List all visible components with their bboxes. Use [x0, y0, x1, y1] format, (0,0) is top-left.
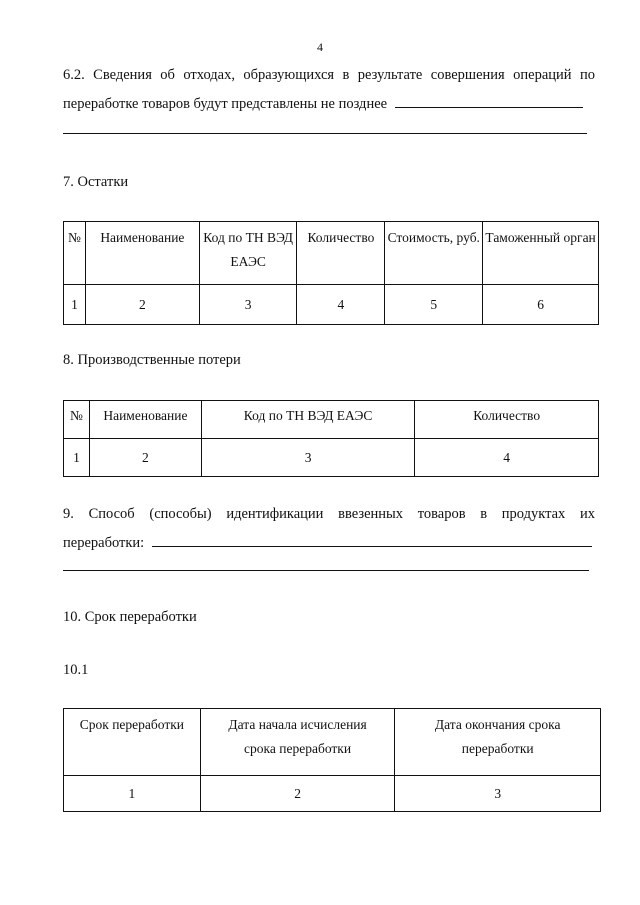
period-index-row: [64, 776, 601, 812]
table-cell: 2: [85, 285, 199, 325]
residues-col-name: Наименование: [85, 222, 199, 285]
residues-col-quantity: Количество: [297, 222, 385, 285]
section-6-2-blank-line[interactable]: [63, 133, 587, 134]
table-cell: 4: [297, 285, 385, 325]
table-cell: 2: [200, 776, 395, 812]
table-cell: 5: [385, 285, 483, 325]
residues-col-number: №: [64, 222, 86, 285]
section-9-line1: 9. Способ (способы) идентификации ввезенных товаров в продуктах их: [63, 506, 595, 522]
identification-blank-field[interactable]: [152, 532, 592, 547]
losses-col-name: Наименование: [89, 401, 201, 439]
section-7-title: 7. Остатки: [63, 174, 129, 190]
table-cell: 3: [199, 285, 297, 325]
section-10-1-subtitle: 10.1: [63, 662, 89, 678]
residues-col-code: Код по ТН ВЭД ЕАЭС: [199, 222, 297, 285]
section-6-2-line2-text: переработке товаров будут представлены не позднее: [63, 96, 388, 112]
period-header-row: [64, 709, 601, 776]
table-cell: 4: [415, 439, 599, 477]
page-number: 4: [317, 40, 323, 54]
table-cell: 3: [201, 439, 414, 477]
table-cell: 1: [64, 439, 90, 477]
deadline-blank-field[interactable]: [395, 93, 583, 108]
table-cell: 2: [89, 439, 201, 477]
residues-index-row: [64, 285, 599, 325]
losses-col-code: Код по ТН ВЭД ЕАЭС: [201, 401, 414, 439]
section-9-line2: [63, 529, 595, 558]
residues-header-row: [64, 222, 599, 285]
table-cell: 1: [64, 776, 201, 812]
section-6-2-line2: [63, 90, 595, 119]
losses-header-row: [64, 401, 599, 439]
section-10-title: 10. Срок переработки: [63, 609, 197, 625]
losses-table: [63, 400, 599, 477]
period-col-term: Срок переработки: [64, 709, 201, 776]
period-col-start: Дата начала исчисления срока переработки: [200, 709, 395, 776]
residues-table: [63, 221, 599, 325]
table-cell: 1: [64, 285, 86, 325]
residues-col-cost: Стоимость, руб.: [385, 222, 483, 285]
section-8-title: 8. Производственные потери: [63, 352, 241, 368]
processing-period-table: [63, 708, 601, 812]
period-col-end: Дата окончания срока переработки: [395, 709, 601, 776]
section-6-2-line1: 6.2. Сведения об отходах, образующихся в результате совершения операций по: [63, 67, 595, 83]
table-cell: 6: [483, 285, 599, 325]
table-cell: 3: [395, 776, 601, 812]
losses-col-number: №: [64, 401, 90, 439]
section-9-line2-text: переработки:: [63, 535, 145, 551]
losses-col-quantity: Количество: [415, 401, 599, 439]
section-9-blank-line[interactable]: [63, 570, 589, 571]
residues-col-customs: Таможенный орган: [483, 222, 599, 285]
losses-index-row: [64, 439, 599, 477]
